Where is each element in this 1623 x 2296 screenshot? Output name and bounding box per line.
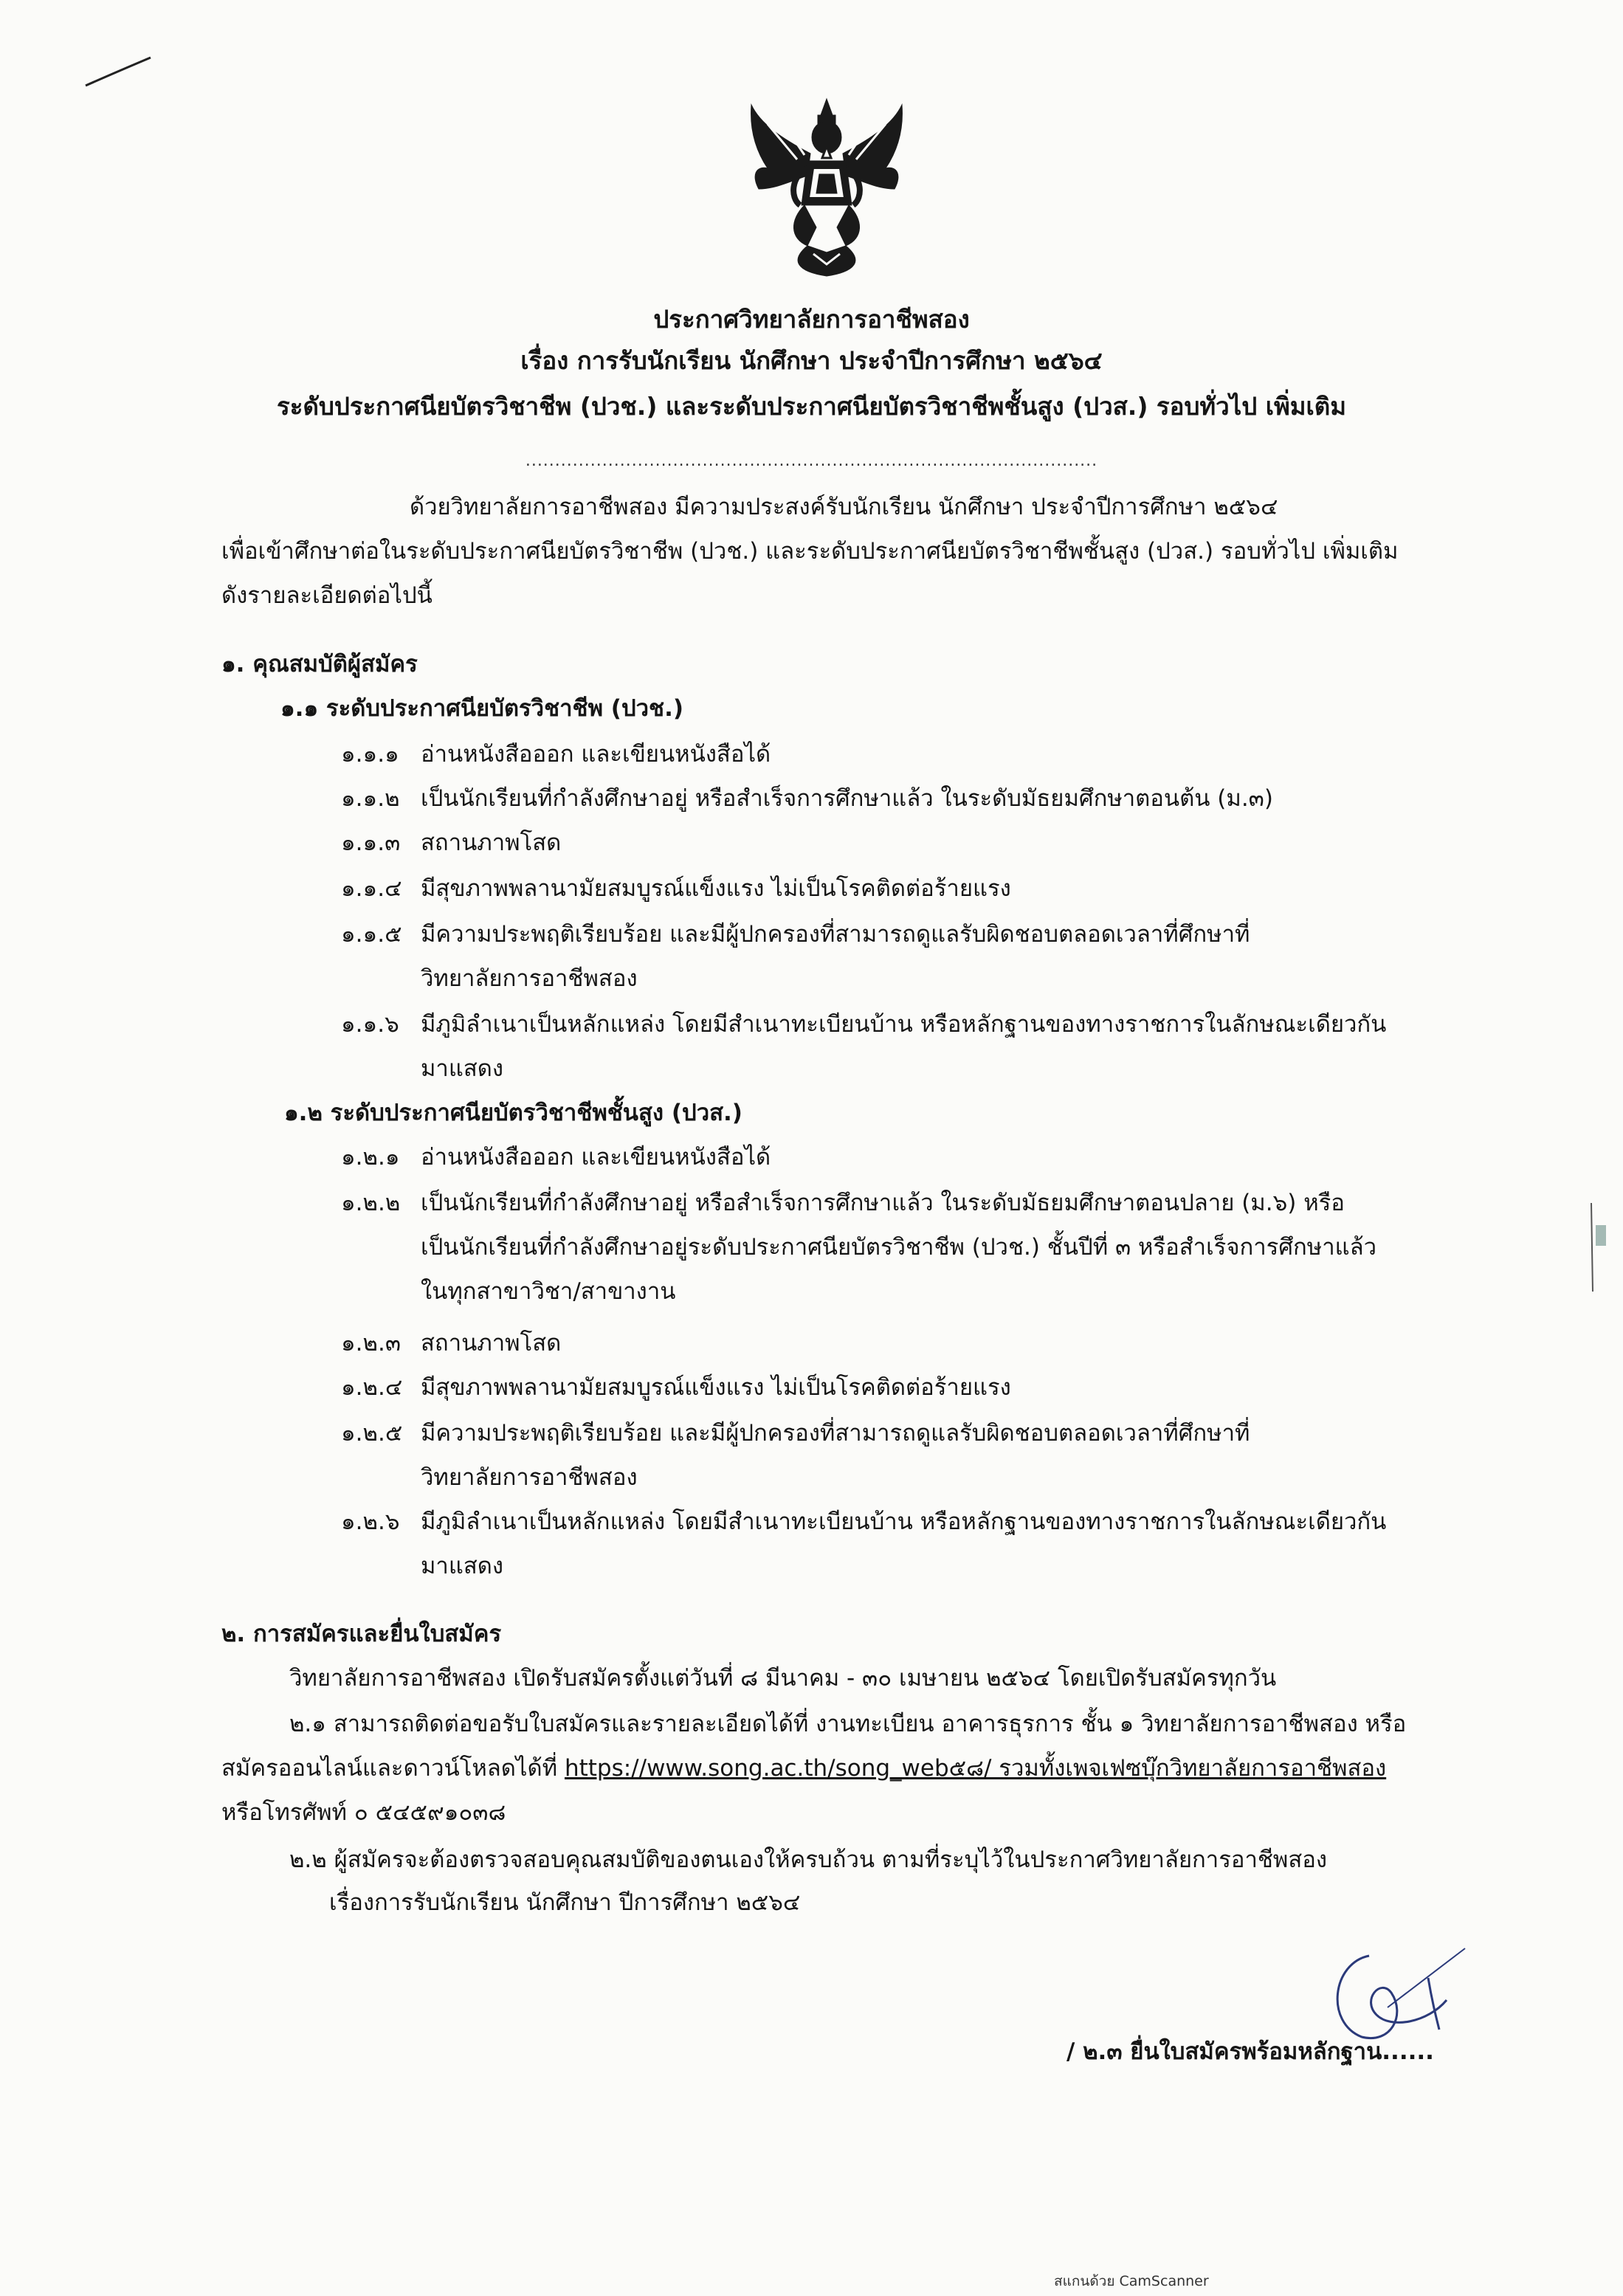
section-1-2-heading: ๑.๒ ระดับประกาศนียบัตรวิชาชีพชั้นสูง (ปวส.): [284, 1100, 742, 1126]
item-number: ๑.๒.๔: [341, 1374, 403, 1401]
continuation-note: / ๒.๓ ยื่นใบสมัครพร้อมหลักฐาน......: [1067, 2038, 1434, 2065]
item-text-cont: มาแสดง: [421, 1055, 504, 1082]
item-text: เป็นนักเรียนที่กำลังศึกษาอยู่ หรือสำเร็จการศึกษาแล้ว ในระดับมัธยมศึกษาตอนต้น (ม.๓): [421, 785, 1273, 812]
announcement-subject: เรื่อง การรับนักเรียน นักศึกษา ประจำปีการศึกษา ๒๕๖๔: [520, 346, 1103, 375]
item-2-2-line-1: ๒.๒ ผู้สมัครจะต้องตรวจสอบคุณสมบัติของตนเองให้ครบถ้วน ตามที่ระบุไว้ในประกาศวิทยาลัยการอาชีพสอง: [289, 1847, 1328, 1873]
item-number: ๑.๑.๑: [341, 741, 399, 768]
item-text: อ่านหนังสือออก และเขียนหนังสือได้: [421, 1144, 771, 1171]
item-number: ๑.๑.๖: [341, 1011, 399, 1038]
item-text-cont: เป็นนักเรียนที่กำลังศึกษาอยู่ระดับประกาศนียบัตรวิชาชีพ (ปวช.) ชั้นปีที่ ๓ หรือสำเร็จการศึกษาแล้ว: [421, 1234, 1376, 1261]
item-text: เป็นนักเรียนที่กำลังศึกษาอยู่ หรือสำเร็จการศึกษาแล้ว ในระดับมัธยมศึกษาตอนปลาย (ม.๖) หรือ: [421, 1190, 1345, 1216]
item-text: สถานภาพโสด: [421, 830, 562, 856]
item-text: มีความประพฤติเรียบร้อย และมีผู้ปกครองที่สามารถดูแลรับผิดชอบตลอดเวลาที่ศึกษาที่: [421, 1420, 1250, 1447]
header-separator: .................................................................................................: [525, 452, 1098, 470]
item-text-cont: วิทยาลัยการอาชีพสอง: [421, 965, 638, 992]
announcement-levels: ระดับประกาศนียบัตรวิชาชีพ (ปวช.) และระดับประกาศนียบัตรวิชาชีพชั้นสูง (ปวส.) รอบทั่วไป เพิ่มเติม: [277, 392, 1346, 421]
intro-line-2: เพื่อเข้าศึกษาต่อในระดับประกาศนียบัตรวิชาชีพ (ปวช.) และระดับประกาศนียบัตรวิชาชีพชั้นสูง (ปวส.) รอบทั่วไป เพิ่มเติม: [221, 538, 1399, 565]
item-number: ๑.๑.๓: [341, 830, 401, 856]
item-text: มีภูมิลำเนาเป็นหลักแหล่ง โดยมีสำเนาทะเบียนบ้าน หรือหลักฐานของทางราชการในลักษณะเดียวกัน: [421, 1509, 1387, 1535]
item-text-cont: ในทุกสาขาวิชา/สาขางาน: [421, 1278, 676, 1305]
section-1-heading: ๑. คุณสมบัติผู้สมัคร: [221, 651, 418, 678]
item-text: สถานภาพโสด: [421, 1330, 562, 1356]
item-text: มีความประพฤติเรียบร้อย และมีผู้ปกครองที่สามารถดูแลรับผิดชอบตลอดเวลาที่ศึกษาที่: [421, 921, 1250, 948]
pen-mark-icon: [83, 53, 156, 90]
intro-line-1: ด้วยวิทยาลัยการอาชีพสอง มีความประสงค์รับนักเรียน นักศึกษา ประจำปีการศึกษา ๒๕๖๔: [410, 494, 1278, 520]
item-number: ๑.๑.๒: [341, 785, 400, 812]
item-text: มีภูมิลำเนาเป็นหลักแหล่ง โดยมีสำเนาทะเบียนบ้าน หรือหลักฐานของทางราชการในลักษณะเดียวกัน: [421, 1011, 1387, 1038]
edge-mark-icon: [1587, 1196, 1616, 1299]
item-number: ๑.๒.๖: [341, 1509, 400, 1535]
item-2-2-line-2: เรื่องการรับนักเรียน นักศึกษา ปีการศึกษา ๒๕๖๔: [329, 1889, 801, 1916]
section-1-1-heading: ๑.๑ ระดับประกาศนียบัตรวิชาชีพ (ปวช.): [280, 695, 684, 722]
item-number: ๑.๑.๔: [341, 875, 402, 902]
item-number: ๑.๒.๕: [341, 1420, 403, 1447]
scanner-watermark: สแกนด้วย CamScanner: [1054, 2273, 1209, 2289]
item-text: อ่านหนังสือออก และเขียนหนังสือได้: [421, 741, 771, 768]
section-2-heading: ๒. การสมัครและยื่นใบสมัคร: [221, 1621, 502, 1647]
item-number: ๑.๒.๓: [341, 1330, 402, 1356]
item-text-cont: วิทยาลัยการอาชีพสอง: [421, 1464, 638, 1491]
garuda-emblem-icon: [745, 94, 908, 279]
item-text: มีสุขภาพพลานามัยสมบูรณ์แข็งแรง ไม่เป็นโรคติดต่อร้ายแรง: [421, 1374, 1011, 1401]
item-2-1-line-2: [221, 1754, 1386, 1783]
item-text-cont: มาแสดง: [421, 1553, 504, 1579]
item-number: ๑.๒.๒: [341, 1190, 401, 1216]
application-period: วิทยาลัยการอาชีพสอง เปิดรับสมัครตั้งแต่วันที่ ๘ มีนาคม - ๓๐ เมษายน ๒๕๖๔ โดยเปิดรับสมัครทุกวัน: [289, 1665, 1277, 1692]
item-number: ๑.๒.๑: [341, 1144, 400, 1171]
item-2-1-prefix: สมัครออนไลน์และดาวน์โหลดได้ที่: [221, 1755, 565, 1782]
item-2-1-phone: หรือโทรศัพท์ ๐ ๕๔๕๙๑๐๓๘: [221, 1799, 506, 1826]
item-number: ๑.๑.๕: [341, 921, 402, 948]
online-application-link[interactable]: https://www.song.ac.th/song_web๕๘/ รวมทั้งเพจเฟซบุ๊กวิทยาลัยการอาชีพสอง: [564, 1755, 1387, 1782]
announcement-title: ประกาศวิทยาลัยการอาชีพสอง: [653, 305, 970, 334]
item-text: มีสุขภาพพลานามัยสมบูรณ์แข็งแรง ไม่เป็นโรคติดต่อร้ายแรง: [421, 875, 1011, 902]
signature-icon: [1317, 1934, 1472, 2059]
intro-line-3: ดังรายละเอียดต่อไปนี้: [221, 582, 433, 609]
item-2-1-line-1: ๒.๑ สามารถติดต่อขอรับใบสมัครและรายละเอียดได้ที่ งานทะเบียน อาคารธุรการ ชั้น ๑ วิทยาลัยการอาชีพสอง หรือ: [289, 1711, 1407, 1737]
